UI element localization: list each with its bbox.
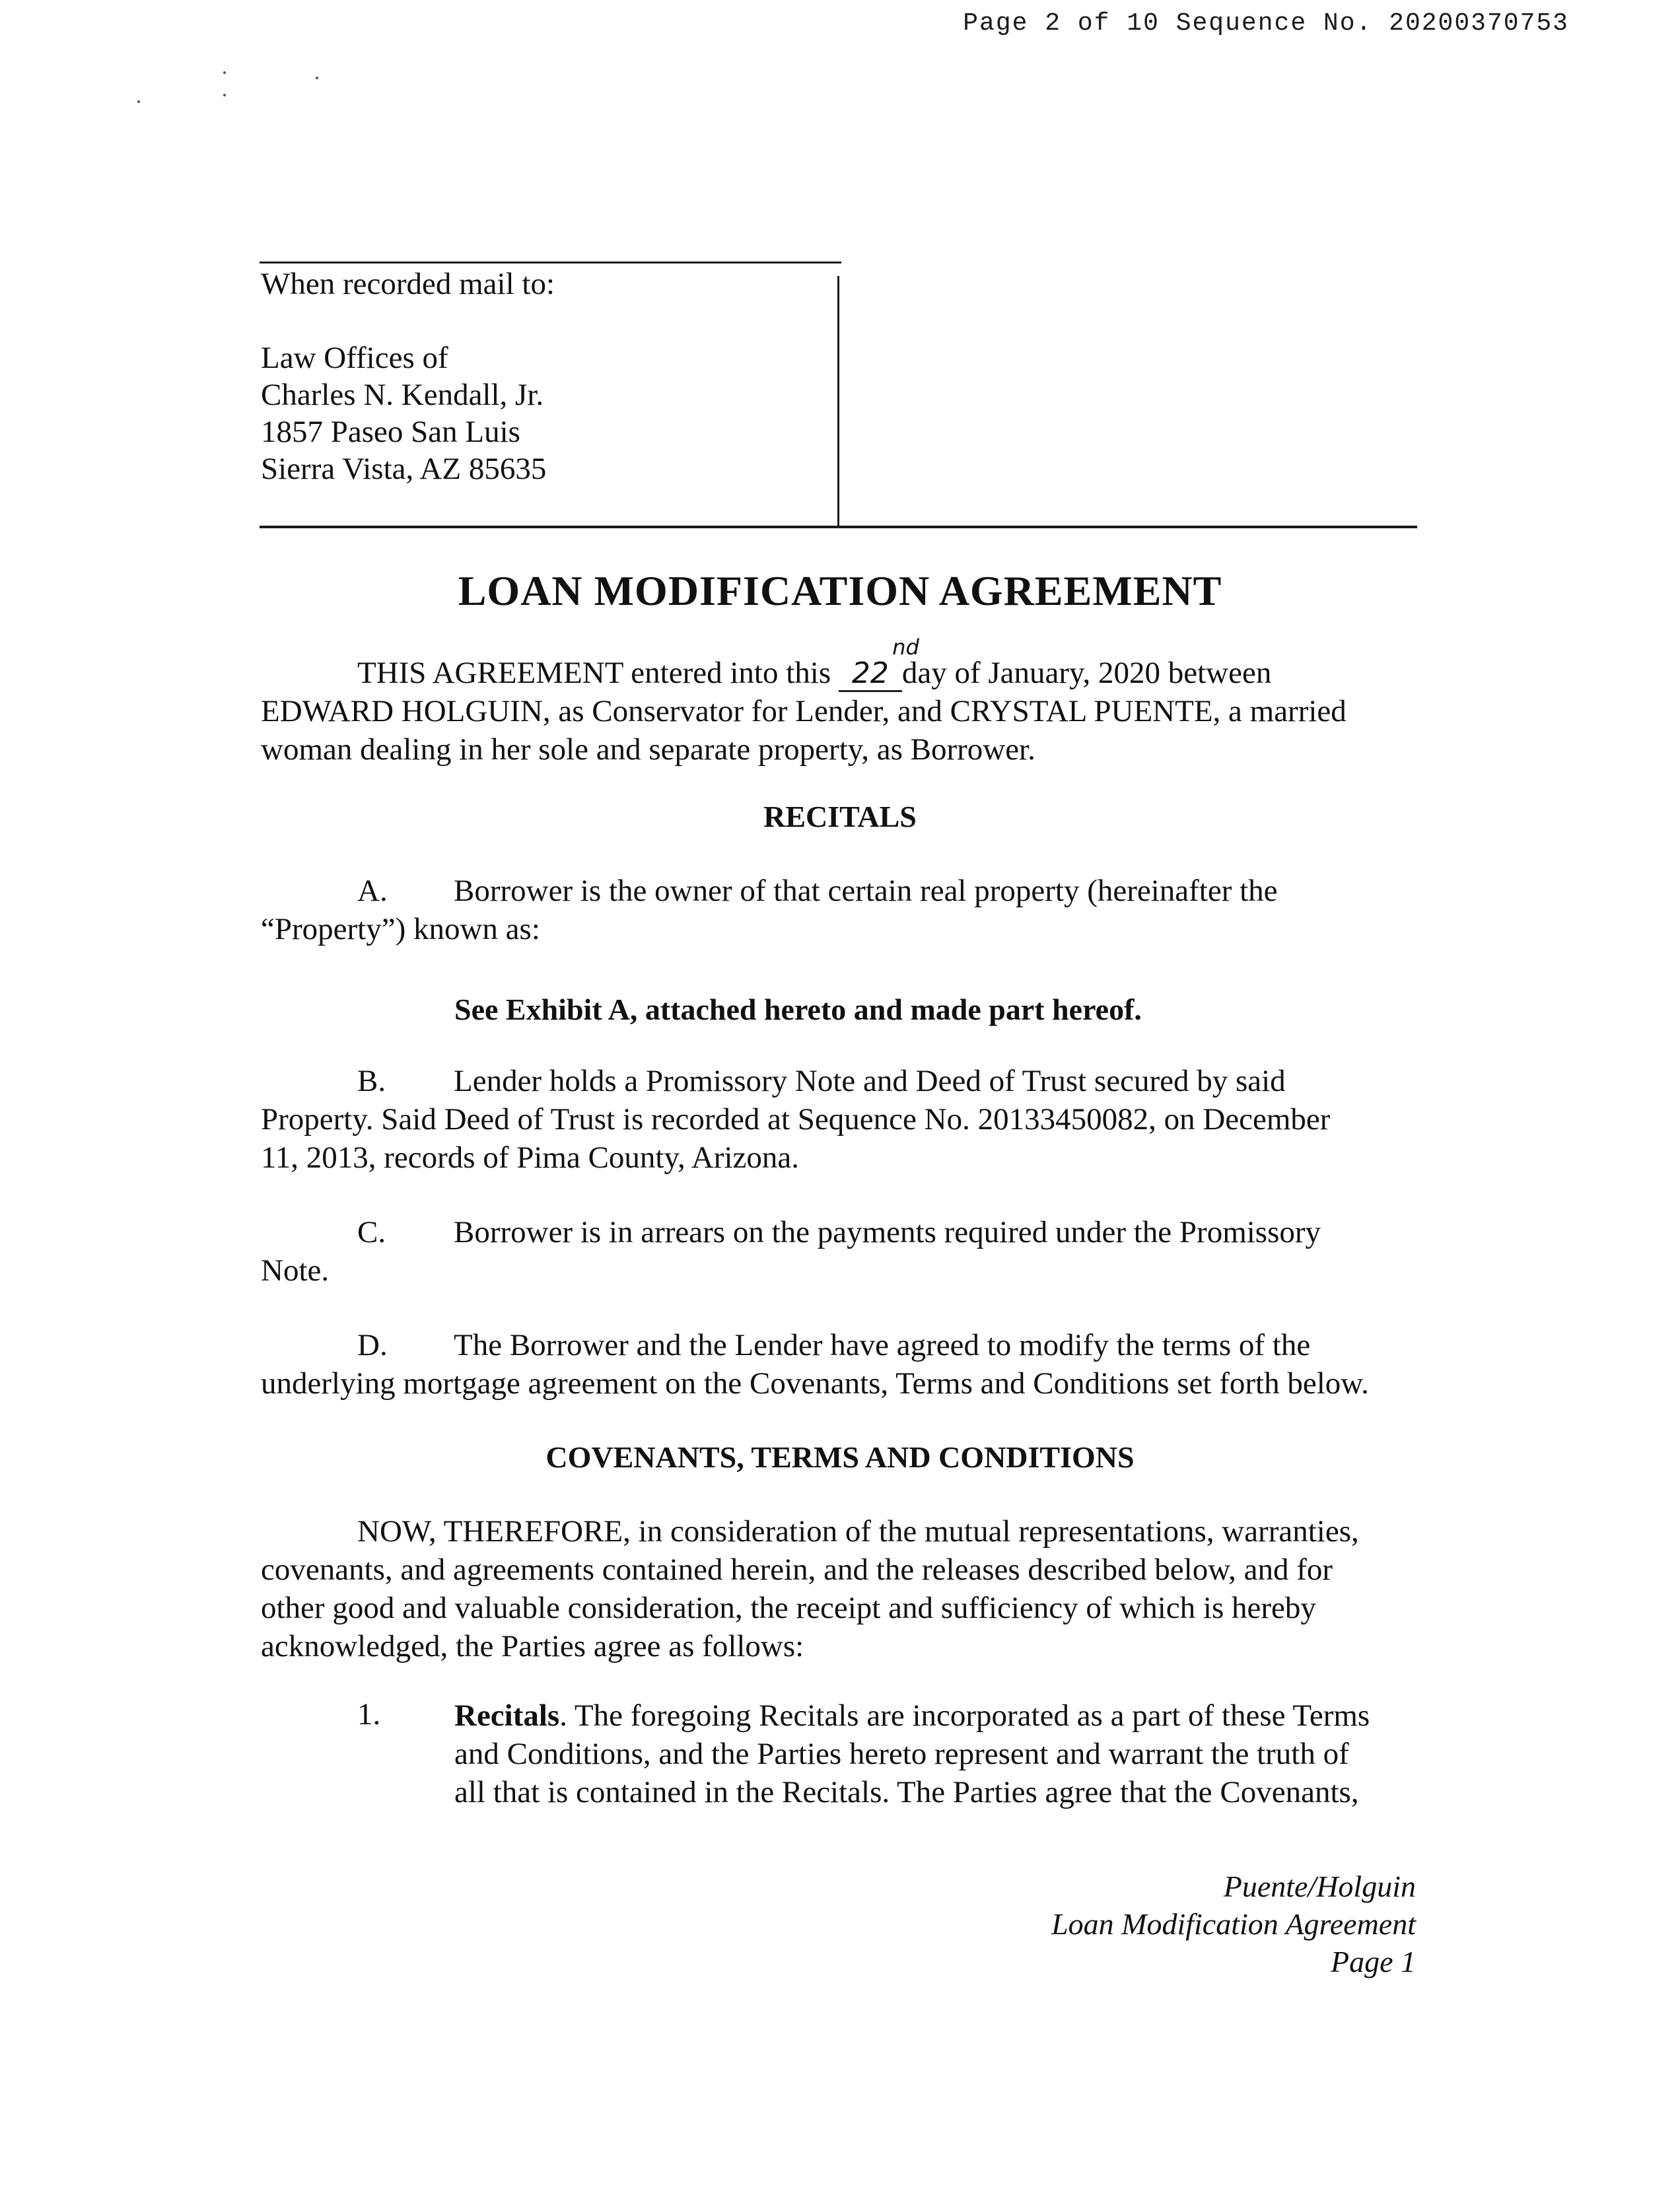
scan-speck: [223, 94, 226, 96]
item-number: 1.: [357, 1697, 381, 1731]
handwritten-day-suffix: nd: [892, 635, 919, 660]
covenant-item-1: Recitals. The foregoing Recitals are incorporated as a part of these Terms and Conditions, and the Parties hereto represent and warrant the truth of all that is contained in the Recitals. The Parties agree that the Covenants,: [454, 1698, 1370, 1809]
intro-line: EDWARD HOLGUIN, as Conservator for Lender, and CRYSTAL PUENTE, a married: [261, 694, 1347, 728]
scan-speck: [223, 71, 226, 74]
page-footer: [1051, 1868, 1416, 1980]
exhibit-reference: See Exhibit A, attached hereto and made part hereof.: [454, 993, 1142, 1026]
recording-line: 1857 Paseo San Luis: [261, 415, 520, 449]
footer-line: Loan Modification Agreement: [1051, 1907, 1416, 1941]
intro-text: day of January, 2020 between: [901, 656, 1272, 690]
intro-line: woman dealing in her sole and separate property, as Borrower.: [261, 732, 1035, 767]
intro-text: THIS AGREEMENT entered into this: [357, 656, 839, 690]
recital-b: B. Lender holds a Promissory Note and Deed of Trust secured by said Property. Said Deed of Trust is recorded at Sequence No. 20133450082, on December 11, 2013, records of Pima County, Arizona.: [261, 1062, 1423, 1177]
recording-box-divider: [837, 276, 839, 526]
recording-heading: When recorded mail to:: [261, 267, 555, 301]
recording-box-bottom-rule: [260, 526, 1417, 528]
recital-c: C. Borrower is in arrears on the payments required under the Promissory Note.: [261, 1213, 1423, 1290]
scan-speck: [137, 100, 140, 103]
document-title: LOAN MODIFICATION AGREEMENT: [458, 567, 1222, 614]
recital-d: D. The Borrower and the Lender have agreed to modify the terms of the underlying mortgage agreement on the Covenants, Terms and Conditions set forth below.: [261, 1326, 1423, 1403]
recording-line: Sierra Vista, AZ 85635: [261, 452, 547, 486]
recital-label: B.: [357, 1064, 386, 1098]
recital-label: A.: [357, 874, 388, 908]
covenants-paragraph: NOW, THEREFORE, in consideration of the mutual representations, warranties, covenants, and agreements contained herein, and the releases described below, and for other good and valuable consideration, the receipt and sufficiency of which is hereby acknowledged, the Parties agree as follows:: [261, 1514, 1359, 1663]
recording-line: Law Offices of: [261, 341, 448, 375]
recording-box-top-rule: [260, 262, 841, 263]
recital-a: A. Borrower is the owner of that certain real property (hereinafter the “Property”) known as:: [261, 872, 1423, 948]
footer-page-number: Page 1: [1330, 1945, 1416, 1978]
recording-address-block: [261, 265, 555, 487]
recording-line: Charles N. Kendall, Jr.: [261, 378, 544, 412]
handwritten-day: 22 nd: [839, 657, 902, 692]
recital-label: C.: [357, 1215, 386, 1249]
footer-line: Puente/Holguin: [1223, 1870, 1416, 1903]
recitals-heading: RECITALS: [763, 800, 917, 833]
intro-paragraph: [261, 635, 1423, 769]
recording-stamp: Page 2 of 10 Sequence No. 20200370753: [963, 9, 1569, 38]
scan-speck: [316, 77, 318, 79]
covenants-heading: COVENANTS, TERMS AND CONDITIONS: [545, 1440, 1135, 1474]
recital-label: D.: [357, 1328, 388, 1362]
item-title: Recitals: [454, 1698, 560, 1733]
